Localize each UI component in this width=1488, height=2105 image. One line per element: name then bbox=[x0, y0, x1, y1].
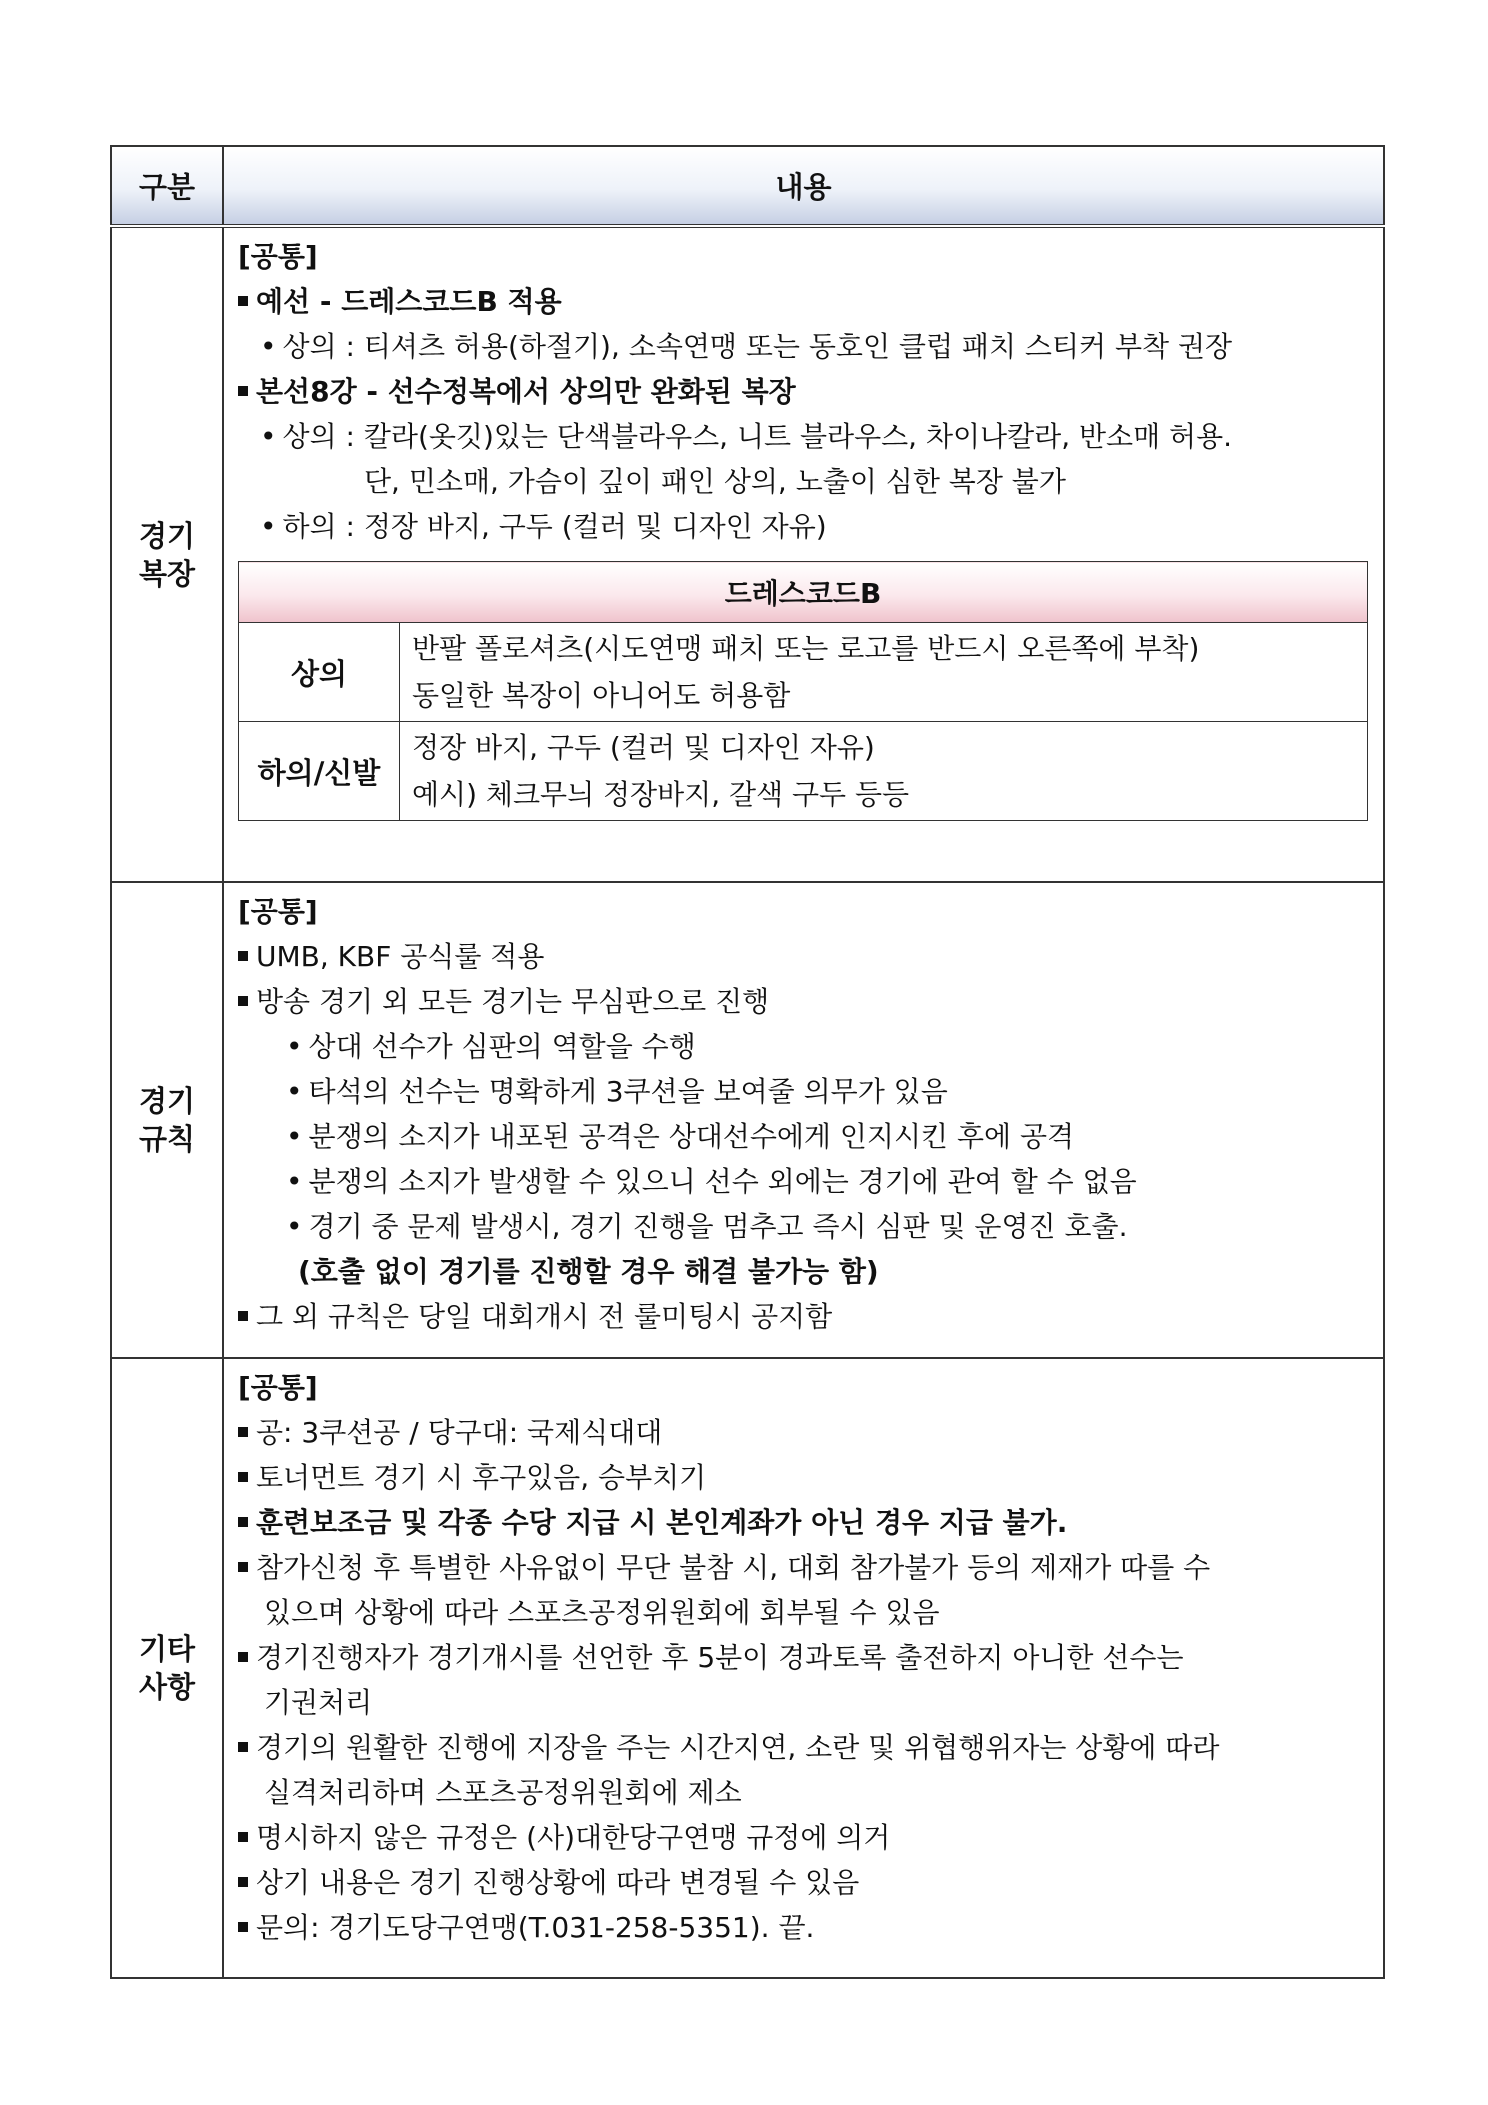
dot-bullet-icon: • bbox=[260, 420, 277, 453]
final-bottom bbox=[238, 504, 1369, 549]
dress-bottom-line1: 정장 바지, 구두 (컬러 및 디자인 자유) bbox=[412, 731, 875, 764]
other-item-4-text-a: 참가신청 후 특별한 사유없이 무단 불참 시, 대회 참가불가 등의 제재가 따를 수 bbox=[256, 1551, 1211, 1584]
rules-common-label: [공통] bbox=[238, 895, 318, 928]
dot-bullet-icon: • bbox=[286, 1075, 303, 1108]
square-bullet-icon bbox=[238, 1472, 248, 1482]
final-heading-text: 본선8강 - 선수정복에서 상의만 완화된 복장 bbox=[256, 375, 796, 408]
prelim-top-text: 상의 : 티셔츠 허용(하절기), 소속연맹 또는 동호인 클럽 패치 스티커 부착 권장 bbox=[282, 330, 1233, 363]
final-top-text: 상의 : 칼라(옷깃)있는 단색블라우스, 니트 블라우스, 차이나칼라, 반소매 허용. bbox=[282, 420, 1233, 453]
header-category: 구분 bbox=[111, 146, 223, 226]
rule-sub-5 bbox=[238, 1204, 1369, 1249]
rule-1-text: UMB, KBF 공식룰 적용 bbox=[256, 940, 545, 973]
other-item-5 bbox=[238, 1635, 1369, 1680]
rule-sub-2-text: 타석의 선수는 명확하게 3쿠션을 보여줄 의무가 있음 bbox=[308, 1075, 948, 1108]
other-item-8 bbox=[238, 1860, 1369, 1905]
other-item-6-text-a: 경기의 원활한 진행에 지장을 주는 시간지연, 소란 및 위협행위자는 상황에 따라 bbox=[256, 1731, 1220, 1764]
square-bullet-icon bbox=[238, 1922, 248, 1932]
table-header-row bbox=[111, 146, 1384, 226]
square-bullet-icon bbox=[238, 1877, 248, 1887]
other-item-6 bbox=[238, 1725, 1369, 1770]
square-bullet-icon bbox=[238, 1652, 248, 1662]
dot-bullet-icon: • bbox=[260, 510, 277, 543]
rule-3 bbox=[238, 1294, 1369, 1339]
common-label: [공통] bbox=[238, 240, 318, 273]
section-dress-code bbox=[111, 226, 1384, 882]
dress-top-line2: 동일한 복장이 아니어도 허용함 bbox=[412, 679, 791, 712]
other-item-6-cont: 실격처리하며 스포츠공정위원회에 제소 bbox=[264, 1776, 742, 1809]
other-item-1 bbox=[238, 1410, 1369, 1455]
category-other-line1: 기타 bbox=[138, 1632, 196, 1666]
other-item-2-text: 토너먼트 경기 시 후구있음, 승부치기 bbox=[256, 1461, 707, 1494]
other-item-9-text: 문의: 경기도당구연맹(T.031-258-5351). 끝. bbox=[256, 1911, 815, 1944]
other-item-3-text: 훈련보조금 및 각종 수당 지급 시 본인계좌가 아닌 경우 지급 불가. bbox=[256, 1506, 1068, 1539]
content-dress bbox=[223, 226, 1384, 882]
category-rules bbox=[111, 882, 223, 1358]
other-item-1-text: 공: 3쿠션공 / 당구대: 국제식대대 bbox=[256, 1416, 663, 1449]
header-content: 내용 bbox=[223, 146, 1384, 226]
square-bullet-icon bbox=[238, 1311, 248, 1321]
rule-sub-1 bbox=[238, 1024, 1369, 1069]
dress-bottom-label: 하의/신발 bbox=[239, 722, 400, 821]
dot-bullet-icon: • bbox=[286, 1030, 303, 1063]
rule-2-text: 방송 경기 외 모든 경기는 무심판으로 진행 bbox=[256, 985, 770, 1018]
other-item-7-text: 명시하지 않은 규정은 (사)대한당구연맹 규정에 의거 bbox=[256, 1821, 891, 1854]
category-other bbox=[111, 1358, 223, 1978]
dress-top-value bbox=[400, 623, 1368, 722]
final-top-note: 단, 민소매, 가슴이 깊이 패인 상의, 노출이 심한 복장 불가 bbox=[364, 465, 1066, 498]
section-game-rules bbox=[111, 882, 1384, 1358]
rule-3-text: 그 외 규칙은 당일 대회개시 전 룰미팅시 공지함 bbox=[256, 1300, 833, 1333]
other-common-label: [공통] bbox=[238, 1371, 318, 1404]
other-item-4-cont: 있으며 상황에 따라 스포츠공정위원회에 회부될 수 있음 bbox=[264, 1596, 940, 1629]
dress-top-line1: 반팔 폴로셔츠(시도연맹 패치 또는 로고를 반드시 오른쪽에 부착) bbox=[412, 632, 1200, 665]
rule-sub-1-text: 상대 선수가 심판의 역할을 수행 bbox=[308, 1030, 696, 1063]
square-bullet-icon bbox=[238, 1562, 248, 1572]
rule-1 bbox=[238, 934, 1369, 979]
rule-sub-3-text: 분쟁의 소지가 내포된 공격은 상대선수에게 인지시킨 후에 공격 bbox=[308, 1120, 1075, 1153]
category-rules-line1: 경기 bbox=[138, 1084, 196, 1118]
square-bullet-icon bbox=[238, 1832, 248, 1842]
category-dress-line1: 경기 bbox=[138, 518, 196, 553]
dress-top-label: 상의 bbox=[239, 623, 400, 722]
dress-bottom-line2: 예시) 체크무늬 정장바지, 갈색 구두 등등 bbox=[412, 778, 910, 811]
final-bottom-text: 하의 : 정장 바지, 구두 (컬러 및 디자인 자유) bbox=[282, 510, 827, 543]
other-item-7 bbox=[238, 1815, 1369, 1860]
rule-sub-5-note: (호출 없이 경기를 진행할 경우 해결 불가능 함) bbox=[298, 1255, 879, 1288]
category-other-line2: 사항 bbox=[138, 1670, 196, 1704]
final-heading bbox=[238, 369, 1369, 414]
rule-sub-5-text: 경기 중 문제 발생시, 경기 진행을 멈추고 즉시 심판 및 운영진 호출. bbox=[308, 1210, 1128, 1243]
square-bullet-icon bbox=[238, 996, 248, 1006]
other-item-4 bbox=[238, 1545, 1369, 1590]
dress-code-title: 드레스코드B bbox=[239, 562, 1368, 623]
square-bullet-icon bbox=[238, 1517, 248, 1527]
square-bullet-icon bbox=[238, 951, 248, 961]
other-item-2 bbox=[238, 1455, 1369, 1500]
square-bullet-icon bbox=[238, 1427, 248, 1437]
final-top bbox=[238, 414, 1369, 459]
prelim-heading-text: 예선 - 드레스코드B 적용 bbox=[256, 285, 562, 318]
rule-sub-4-text: 분쟁의 소지가 발생할 수 있으니 선수 외에는 경기에 관여 할 수 없음 bbox=[308, 1165, 1137, 1198]
content-other bbox=[223, 1358, 1384, 1978]
other-item-9 bbox=[238, 1905, 1369, 1950]
square-bullet-icon bbox=[238, 296, 248, 306]
other-item-5-cont: 기권처리 bbox=[264, 1686, 373, 1719]
other-item-3 bbox=[238, 1500, 1369, 1545]
document-page bbox=[110, 145, 1385, 1979]
square-bullet-icon bbox=[238, 386, 248, 396]
rule-sub-3 bbox=[238, 1114, 1369, 1159]
rules-table bbox=[110, 145, 1385, 1979]
square-bullet-icon bbox=[238, 1742, 248, 1752]
dot-bullet-icon: • bbox=[260, 330, 277, 363]
dress-code-table bbox=[238, 561, 1368, 821]
dot-bullet-icon: • bbox=[286, 1120, 303, 1153]
dot-bullet-icon: • bbox=[286, 1165, 303, 1198]
category-dress-line2: 복장 bbox=[138, 556, 196, 591]
prelim-heading bbox=[238, 279, 1369, 324]
dot-bullet-icon: • bbox=[286, 1210, 303, 1243]
section-other bbox=[111, 1358, 1384, 1978]
prelim-top bbox=[238, 324, 1369, 369]
category-rules-line2: 규칙 bbox=[138, 1122, 196, 1156]
other-item-5-text-a: 경기진행자가 경기개시를 선언한 후 5분이 경과토록 출전하지 아니한 선수는 bbox=[256, 1641, 1184, 1674]
other-item-8-text: 상기 내용은 경기 진행상황에 따라 변경될 수 있음 bbox=[256, 1866, 860, 1899]
content-rules bbox=[223, 882, 1384, 1358]
rule-sub-2 bbox=[238, 1069, 1369, 1114]
category-dress bbox=[111, 226, 223, 882]
dress-bottom-value bbox=[400, 722, 1368, 821]
rule-sub-4 bbox=[238, 1159, 1369, 1204]
rule-2 bbox=[238, 979, 1369, 1024]
